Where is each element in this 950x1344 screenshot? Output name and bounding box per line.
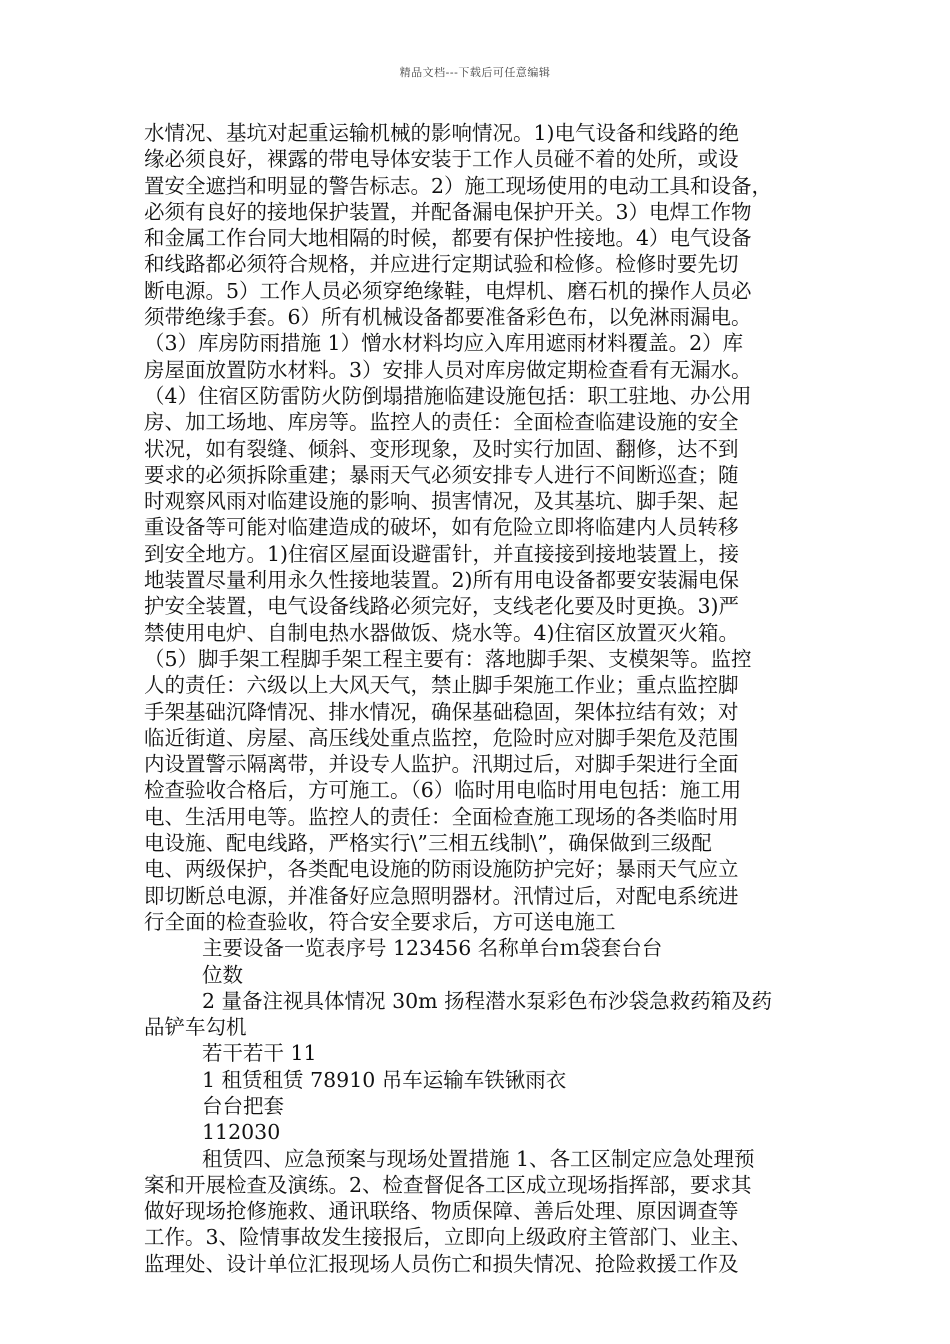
text-line: 112030 [202,1120,281,1145]
text-line: 工作。3、险情事故发生接报后，立即向上级政府主管部门、业主、 [144,1225,752,1250]
text-line: 若干若干 11 [202,1041,317,1066]
text-line: 置安全遮挡和明显的警告标志。2）施工现场使用的电动工具和设备， [144,173,773,198]
text-line: 手架基础沉降情况、排水情况，确保基础稳固，架体拉结有效；对 [144,699,739,724]
text-line: 监理处、设计单位汇报现场人员伤亡和损失情况、抢险救援工作及 [144,1251,739,1276]
text-line: （5）脚手架工程脚手架工程主要有：落地脚手架、支模架等。监控 [144,646,752,671]
text-line: 禁使用电炉、自制电热水器做饭、烧水等。4)住宿区放置灭火箱。 [144,620,740,645]
text-line: （4）住宿区防雷防火防倒塌措施临建设施包括：职工驻地、办公用 [144,383,752,408]
text-line: 断电源。5）工作人员必须穿绝缘鞋，电焊机、磨石机的操作人员必 [144,278,752,303]
text-line: 内设置警示隔离带，并设专人监护。汛期过后，对脚手架进行全面 [144,752,739,777]
text-line: 缘必须良好，裸露的带电导体安装于工作人员碰不着的处所，或设 [144,147,739,172]
text-line: 到安全地方。1)住宿区屋面设避雷针，并直接接到接地装置上，接 [144,541,740,566]
text-line: 租赁四、应急预案与现场处置措施 1、各工区制定应急处理预 [202,1146,755,1171]
text-line: 人的责任：六级以上大风天气，禁止脚手架施工作业；重点监控脚 [144,673,739,698]
text-line: 护安全装置，电气设备线路必须完好，支线老化要及时更换。3)严 [144,594,740,619]
text-line: 主要设备一览表序号 123456 名称单台ｍ袋套台台 [202,936,663,961]
text-line: 重设备等可能对临建造成的破坏，如有危险立即将临建内人员转移 [144,515,739,540]
text-line: 地装置尽量利用永久性接地装置。2)所有用电设备都要安装漏电保 [144,568,740,593]
document-body [144,120,814,1277]
text-line: 品铲车勾机 [144,1015,247,1040]
text-line: （3）库房防雨措施 1）憎水材料均应入库用遮雨材料覆盖。2）库 [144,331,744,356]
text-line: 做好现场抢修施救、通讯联络、物质保障、善后处理、原因调查等 [144,1199,739,1224]
text-line: 须带绝缘手套。6）所有机械设备都要准备彩色布，以免淋雨漏电。 [144,305,752,330]
text-line: 状况，如有裂缝、倾斜、变形现象，及时实行加固、翻修，达不到 [144,436,739,461]
text-line: 和线路都必须符合规格，并应进行定期试验和检修。检修时要先切 [144,252,739,277]
text-line: 检查验收合格后，方可施工。（6）临时用电临时用电包括：施工用 [144,778,742,803]
text-line: 位数 [202,962,243,987]
text-line: 房、加工场地、库房等。监控人的责任：全面检查临建设施的安全 [144,410,739,435]
text-line: 临近街道、房屋、高压线处重点监控，危险时应对脚手架危及范围 [144,725,739,750]
text-line: 电、生活用电等。监控人的责任：全面检查施工现场的各类临时用 [144,804,739,829]
text-line: 水情况、基坑对起重运输机械的影响情况。1)电气设备和线路的绝 [144,121,740,145]
text-line: 2 量备注视具体情况 30m 扬程潜水泵彩色布沙袋急救药箱及药 [202,988,773,1013]
text-line: 电设施、配电线路，严格实行\”三相五线制\”，确保做到三级配 [144,831,712,856]
text-line: 即切断总电源，并准备好应急照明器材。汛情过后，对配电系统进 [144,883,739,908]
text-line: 案和开展检查及演练。2、检查督促各工区成立现场指挥部，要求其 [144,1172,752,1197]
text-line: 时观察风雨对临建设施的影响、损害情况，及其基坑、脚手架、起 [144,489,739,514]
page-header: 精品文档---下载后可任意编辑 [399,66,551,79]
text-line: 台台把套 [202,1093,284,1118]
text-line: 房屋面放置防水材料。3）安排人员对库房做定期检查看有无漏水。 [144,357,752,382]
text-line: 行全面的检查验收，符合安全要求后，方可送电施工 [144,909,616,934]
text-line: 1 租赁租赁 78910 吊车运输车铁锹雨衣 [202,1067,567,1092]
text-line: 和金属工作台同大地相隔的时候，都要有保护性接地。4）电气设备 [144,226,752,251]
text-line: 要求的必须拆除重建；暴雨天气必须安排专人进行不间断巡查；随 [144,462,739,487]
text-line: 电、两级保护，各类配电设施的防雨设施防护完好；暴雨天气应立 [144,857,739,882]
text-line: 必须有良好的接地保护装置，并配备漏电保护开关。3）电焊工作物 [144,199,752,224]
